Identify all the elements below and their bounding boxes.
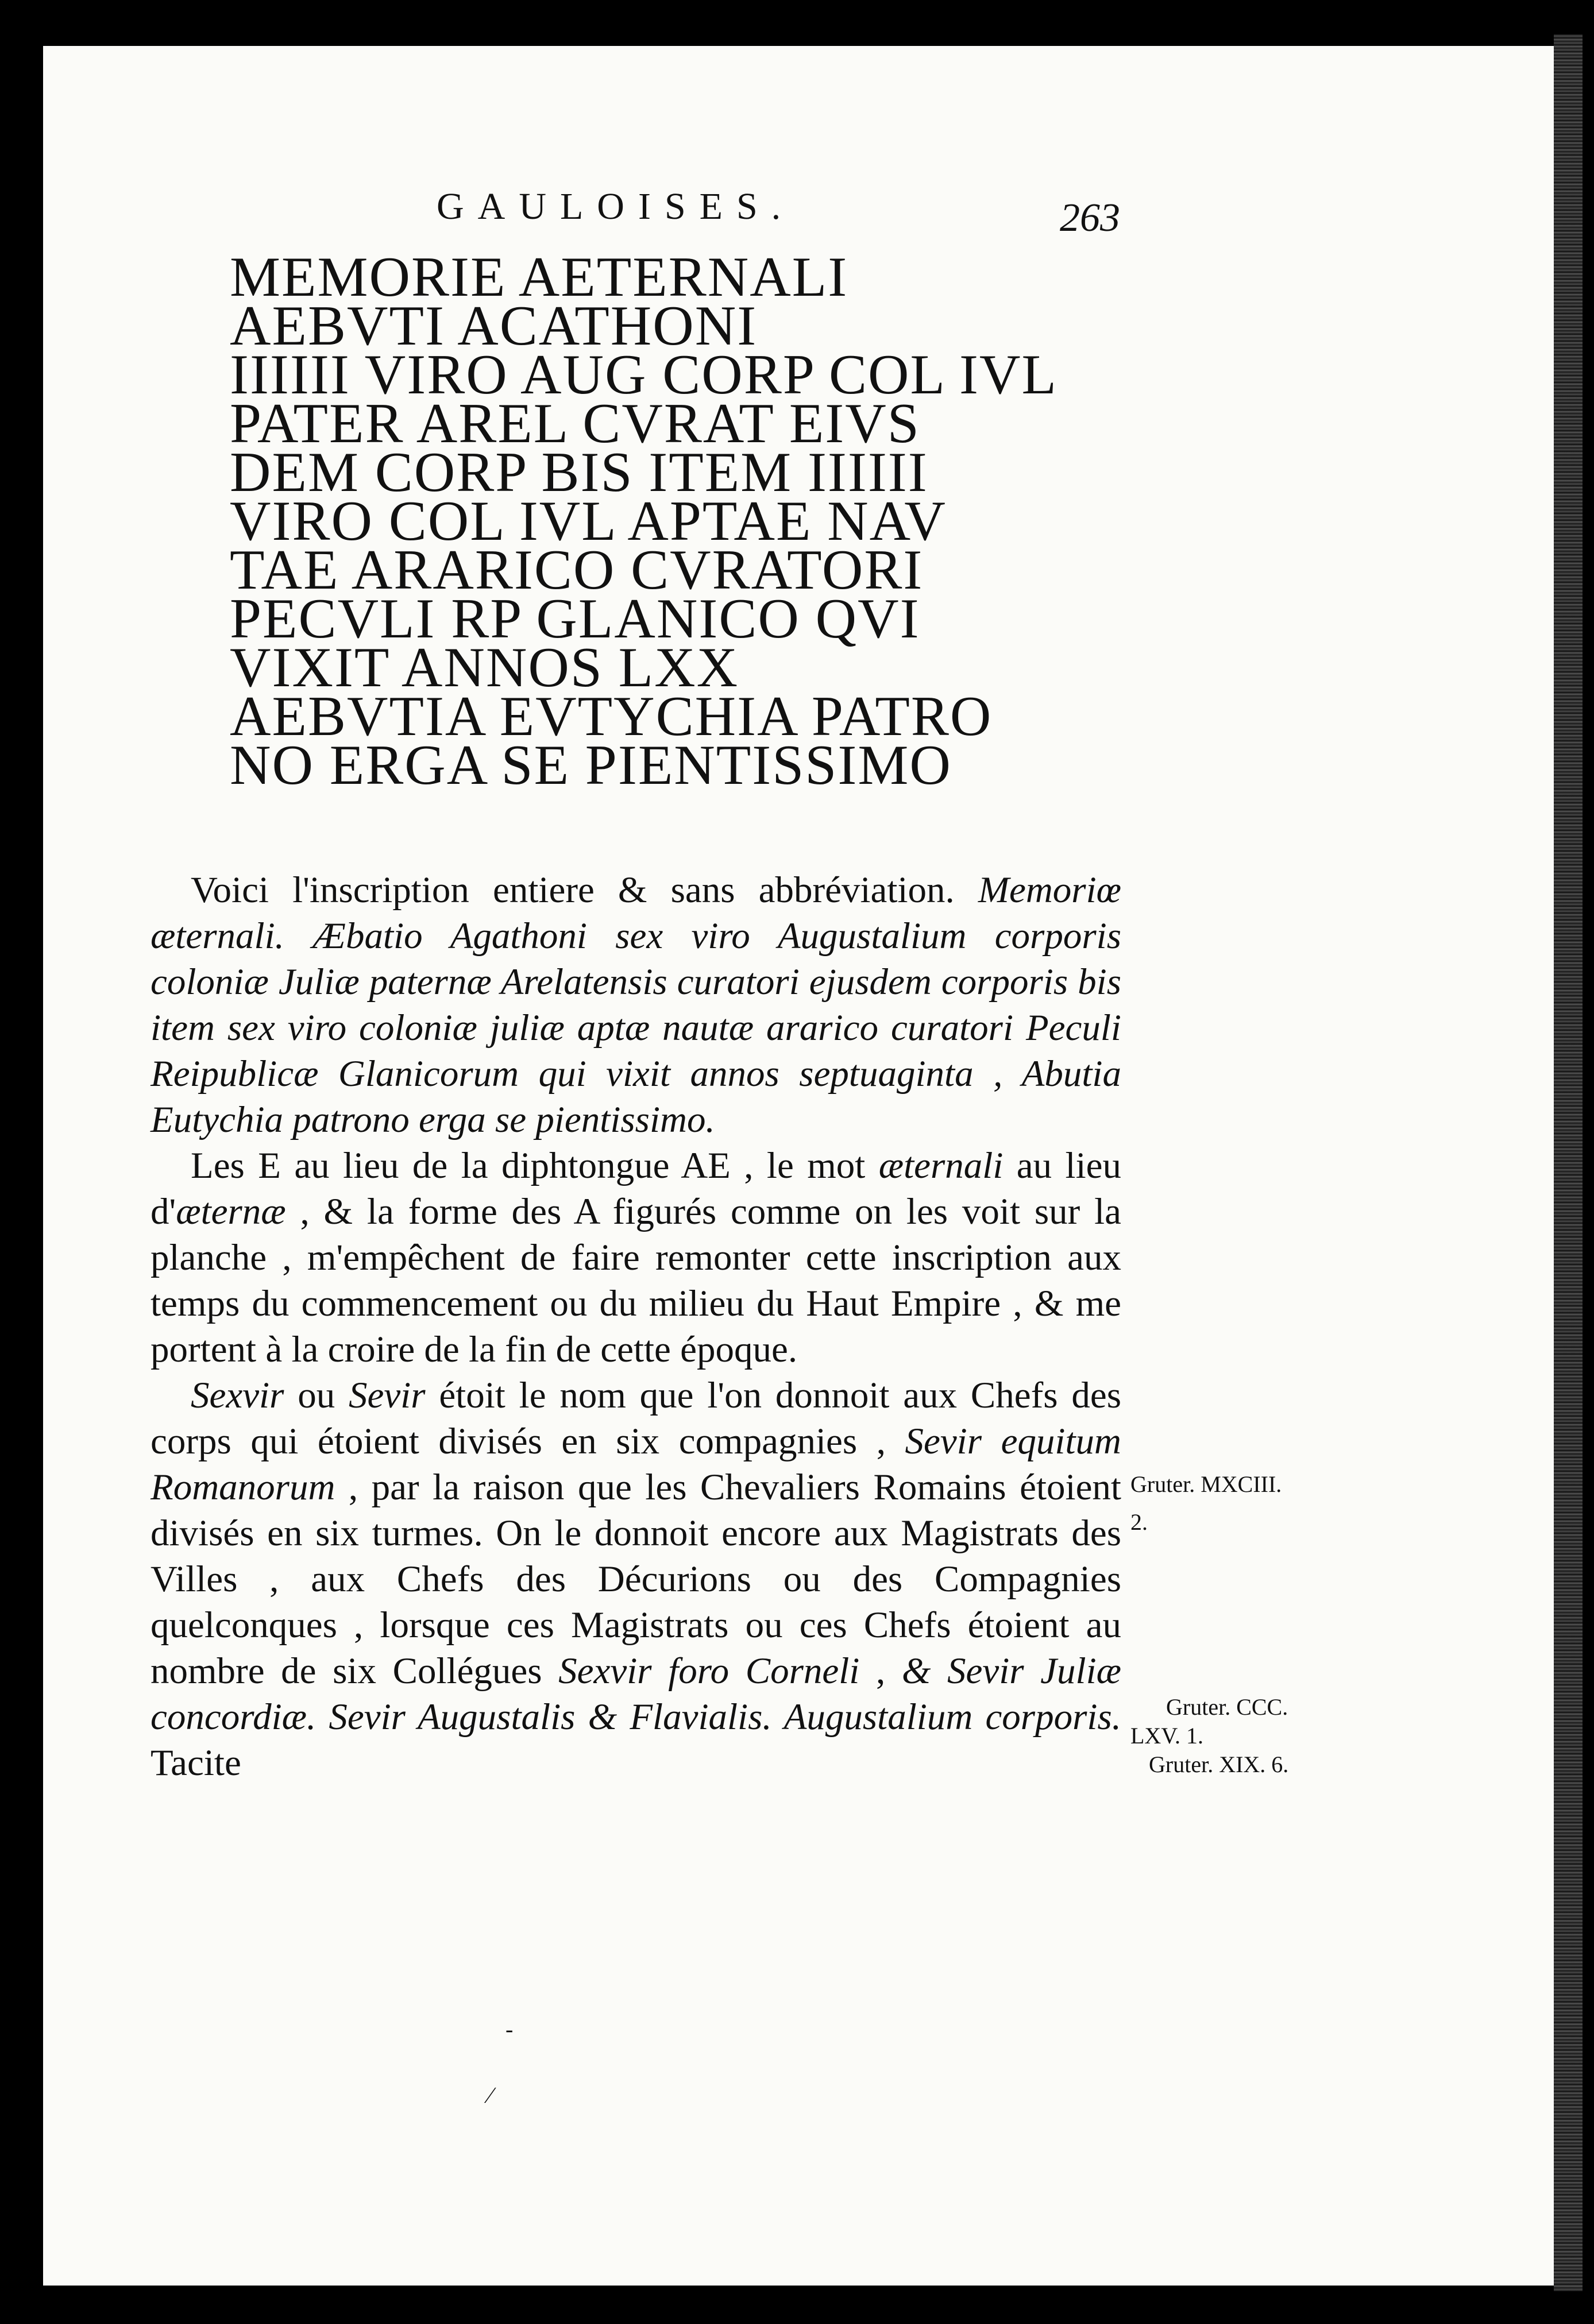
text: étoit le nom que l'on donnoit aux Chefs des corps qui étoient divisés en six compagnies ,: [150, 1375, 1121, 1462]
text: au lieu d': [150, 1145, 1122, 1232]
paragraph: [150, 1143, 1121, 1372]
text: Tacite: [150, 1742, 241, 1784]
margin-note: 2.: [1130, 1509, 1148, 1535]
italic-text: æternali: [878, 1145, 1004, 1186]
margin-note: LXV. 1.: [1130, 1723, 1204, 1749]
paragraph: [150, 867, 1121, 1143]
running-head: GAULOISES.: [437, 185, 795, 227]
margin-note: Gruter. CCC.: [1166, 1694, 1288, 1720]
italic-text: Sevir equitum Romanorum: [150, 1421, 1121, 1508]
text: ou: [284, 1375, 349, 1416]
inscription-line: NO ERGA SE PIENTISSIMO: [230, 734, 952, 796]
margin-note: Gruter. XIX. 6.: [1149, 1751, 1289, 1777]
stray-mark: ⁄: [488, 2082, 492, 2108]
inscription-line: VIRO COL IVL APTAE NAV: [230, 490, 947, 552]
italic-text: æternæ: [176, 1191, 286, 1232]
paragraph: [150, 1372, 1121, 1786]
inscription-block: [230, 246, 1057, 796]
inscription-line: DEM CORP BIS ITEM IIIIII: [230, 441, 928, 504]
italic-text: & Sevir Juliæ concordiæ. Sevir Augustalis & Flavialis. Augustalium corporis.: [150, 1650, 1122, 1738]
text: Les E au lieu de la diphtongue AE , le mot: [191, 1145, 879, 1186]
stray-mark: -: [505, 2016, 514, 2042]
page-edge-shadow: [1554, 34, 1583, 2291]
text: , & la forme des A figurés comme on les voit sur la planche , m'empêchent de faire remonter cette inscription aux temps du commencement ou du milieu du Haut Empire , & me portent à la croire de la fin de cette époque.: [150, 1191, 1121, 1370]
inscription-line: IIIIII VIRO AUG CORP COL IVL: [230, 343, 1057, 406]
italic-text: Sexvir foro Corneli: [558, 1650, 860, 1692]
inscription-line: AEBVTIA EVTYCHIA PATRO: [230, 685, 993, 748]
page-number: 263: [1060, 196, 1120, 240]
inscription-line: VIXIT ANNOS LXX: [230, 636, 739, 699]
margin-note: Gruter. MXCIII.: [1130, 1471, 1282, 1497]
italic-text: Sexvir: [191, 1375, 284, 1416]
inscription-line: PECVLI RP GLANICO QVI: [230, 587, 920, 650]
italic-text: Sevir: [348, 1375, 426, 1416]
italic-text: Memoriœ æternali. Æbatio Agathoni sex viro Augustalium corporis coloniæ Juliæ paternæ Arelatensis curatori ejusdem corporis bis item sex viro coloniæ juliæ aptæ nautæ ararico curatori Peculi Reipublicæ Glanicorum qui vixit annos septuaginta , Abutia Eutychia patrono erga se pientissimo.: [150, 869, 1121, 1140]
text: , par la raison que les Chevaliers Romains étoient divisés en six turmes. On le donnoit encore aux Magistrats des Villes , aux Chefs des Décurions ou des Compagnies quelconques , lorsque ces Magistrats ou ces Chefs étoient au nombre de six Collégues: [150, 1467, 1121, 1692]
inscription-line: MEMORIE AETERNALI: [230, 246, 848, 308]
inscription-line: PATER AREL CVRAT EIVS: [230, 392, 920, 455]
text: ,: [859, 1650, 902, 1692]
body-text: [150, 867, 1121, 1786]
text: Voici l'inscription entiere & sans abbréviation.: [191, 869, 978, 911]
inscription-line: TAE ARARICO CVRATORI: [230, 539, 924, 601]
inscription-line: AEBVTI ACATHONI: [230, 295, 758, 357]
